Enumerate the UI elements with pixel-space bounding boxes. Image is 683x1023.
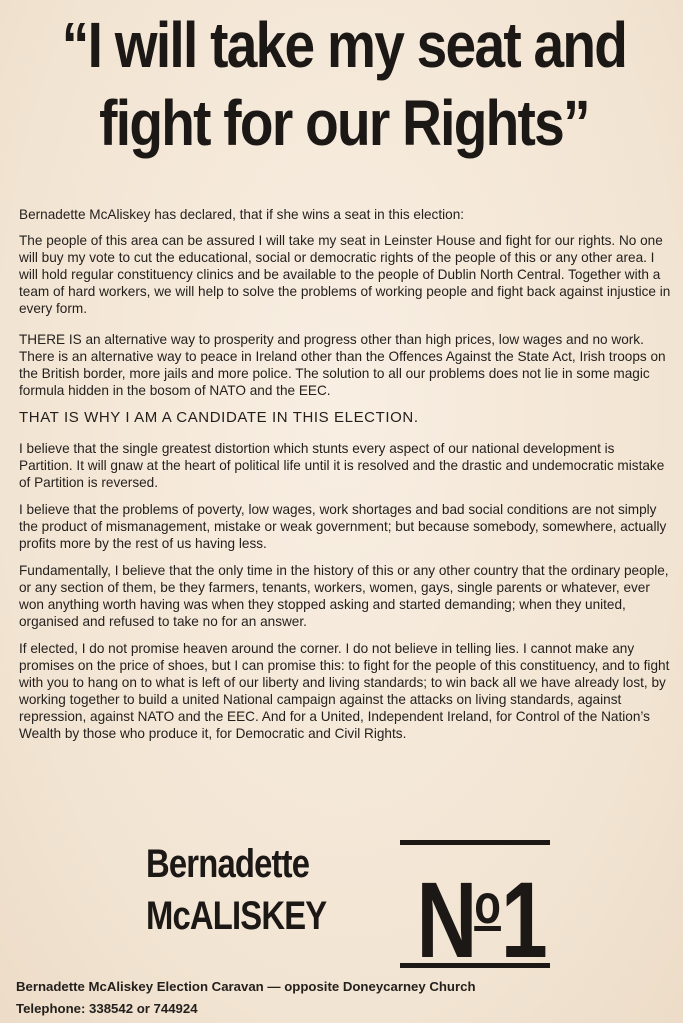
candidate-heading: THAT IS WHY I AM A CANDIDATE IN THIS ELECTION. — [19, 409, 419, 426]
number-one-badge — [400, 840, 550, 980]
body-text — [19, 206, 671, 752]
paragraph-3: I believe that the single greatest distortion which stunts every aspect of our national development is Partition. It will gnaw at the heart of political life until it is resolved and the drastic and undemocratic mistake of Partition is reversed. — [19, 441, 665, 490]
intro-paragraph: Bernadette McAliskey has declared, that if she wins a seat in this election: — [19, 207, 465, 222]
paragraph-6: If elected, I do not promise heaven around the corner. I do not believe in telling lies. I cannot make any promises on the price of shoes, but I can promise this: to fight for the people of this constituency, and to fight with you to hang on to what is left of our liberty and living standards; to win back all we have already lost, by working together to build a united National campaign against the attacks on living standards, against repression, against NATO and the EEC. And for a United, Independent Ireland, for Control of the Nation’s Wealth by those who produce it, for Democratic and Civil Rights. — [19, 641, 670, 741]
badge-superscript: o — [474, 872, 501, 935]
candidate-first-name: Bernadette — [146, 842, 310, 886]
paragraph-2: THERE IS an alternative way to prosperity and progress other than high prices, low wages and no work. There is an alternative way to peace in Ireland other than the Offences Against the State Act, Irish troops on the British border, more jails and more police. The solution to all our problems does not lie in some magic formula hidden in the bosom of NATO and the EEC. — [19, 332, 666, 398]
footer-caravan-line: Bernadette McAliskey Election Caravan — opposite Doneycarney Church — [16, 979, 476, 994]
headline-line-1: “I will take my seat and — [61, 9, 627, 81]
headline — [60, 6, 628, 162]
badge-number: 1 — [500, 859, 545, 980]
badge-text — [416, 845, 545, 980]
paragraph-1: The people of this area can be assured I will take my seat in Leinster House and fight for our rights. No one will buy my vote to cut the educational, social or democratic rights of the people of this or any other area. I will hold regular constituency clinics and be available to the people of Dublin North Central. Together with a team of hard workers, we will help to solve the problems of working people and fight back against injustice in every form. — [19, 233, 671, 316]
paragraph-5: Fundamentally, I believe that the only time in the history of this or any other country that the ordinary people, or any section of them, be they farmers, tenants, workers, women, gays, single parents or whatever, ever won anything worth having was when they stopped asking and started demanding; when they united, organised and refused to take no for an answer. — [19, 563, 669, 629]
footer-telephone-line: Telephone: 338542 or 744924 — [16, 1001, 198, 1016]
badge-letter: N — [416, 859, 475, 980]
candidate-name — [146, 838, 326, 942]
footer — [16, 976, 666, 1020]
paragraph-4: I believe that the problems of poverty, low wages, work shortages and bad social conditions are not simply the product of mismanagement, mistake or weak government; but because somebody, somewhere, actually profits more by the rest of us having less. — [19, 502, 667, 551]
headline-line-2: fight for our Rights” — [99, 87, 589, 159]
candidate-last-name: McALISKEY — [146, 894, 327, 938]
